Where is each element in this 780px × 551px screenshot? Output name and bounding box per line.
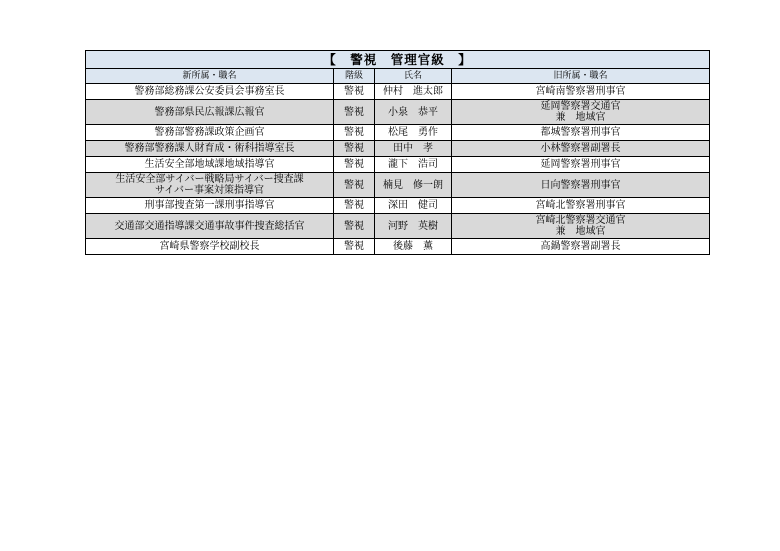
name-cell <box>375 198 452 214</box>
old-post-cell-text: 延岡警察署交通官 兼 地域官 <box>540 101 621 123</box>
new-post-cell-text: 警務部警務課人財育成・術科指導室長 <box>124 143 295 154</box>
rank-cell <box>334 141 375 157</box>
new-post-cell <box>86 239 334 255</box>
new-post-cell <box>86 84 334 100</box>
rank-cell-text: 警視 <box>344 127 364 138</box>
table-row <box>86 157 710 173</box>
name-cell-text: 小泉 恭平 <box>388 106 438 118</box>
new-post-cell-text: 生活安全部地域課地域指導官 <box>144 159 275 170</box>
old-post-cell <box>452 141 710 157</box>
old-post-cell <box>452 100 710 125</box>
rank-cell <box>334 125 375 141</box>
old-post-cell-text: 高鍋警察署副署長 <box>540 241 621 252</box>
table-row <box>86 214 710 239</box>
table-title: 【 警視 管理官級 】 <box>86 51 710 69</box>
rank-cell <box>334 157 375 173</box>
rank-cell <box>334 239 375 255</box>
old-post-cell-text: 宮崎南警察署刑事官 <box>535 86 626 97</box>
table-title-row <box>86 51 710 69</box>
table-row <box>86 173 710 198</box>
new-post-cell-text: 警務部警務課政策企画官 <box>154 127 265 138</box>
rank-cell <box>334 198 375 214</box>
old-post-cell <box>452 239 710 255</box>
rank-cell <box>334 214 375 239</box>
old-post-cell <box>452 84 710 100</box>
rank-cell-text: 警視 <box>344 143 364 154</box>
new-post-cell <box>86 157 334 173</box>
new-post-cell <box>86 125 334 141</box>
name-cell-text: 仲村 進太郎 <box>383 86 443 97</box>
name-cell-text: 深田 健司 <box>388 200 438 211</box>
table-row <box>86 125 710 141</box>
header-new-post: 新所属・職名 <box>86 69 334 84</box>
new-post-cell <box>86 214 334 239</box>
new-post-cell <box>86 141 334 157</box>
old-post-cell-text: 宮崎北警察署刑事官 <box>535 200 626 211</box>
table-row <box>86 84 710 100</box>
rank-cell-text: 警視 <box>344 200 364 211</box>
table-row <box>86 239 710 255</box>
header-row <box>86 69 710 84</box>
rank-cell <box>334 84 375 100</box>
old-post-cell <box>452 173 710 198</box>
name-cell-text: 田中 孝 <box>393 143 433 154</box>
old-post-cell-text: 小林警察署副署長 <box>540 143 621 154</box>
name-cell-text: 楠見 修一朗 <box>383 179 443 191</box>
name-cell-text: 後藤 薫 <box>393 241 433 252</box>
old-post-cell <box>452 198 710 214</box>
header-old-post: 旧所属・職名 <box>452 69 710 84</box>
old-post-cell-text: 宮崎北警察署交通官 兼 地域官 <box>535 215 626 237</box>
old-post-cell-text: 延岡警察署刑事官 <box>540 159 621 170</box>
new-post-cell <box>86 100 334 125</box>
old-post-cell <box>452 157 710 173</box>
name-cell <box>375 214 452 239</box>
old-post-cell-text: 日向警察署刑事官 <box>540 179 621 191</box>
old-post-cell-text: 都城警察署刑事官 <box>540 127 621 138</box>
rank-cell <box>334 173 375 198</box>
name-cell <box>375 84 452 100</box>
new-post-cell <box>86 198 334 214</box>
table-row <box>86 100 710 125</box>
name-cell <box>375 173 452 198</box>
new-post-cell <box>86 173 334 198</box>
name-cell-text: 河野 英樹 <box>388 220 438 232</box>
name-cell-text: 松尾 勇作 <box>388 127 438 138</box>
name-cell <box>375 125 452 141</box>
old-post-cell <box>452 125 710 141</box>
new-post-cell-text: 生活安全部サイバー戦略局サイバー捜査課 サイバー事案対策指導官 <box>115 174 304 196</box>
new-post-cell-text: 警務部総務課公安委員会事務室長 <box>134 86 285 97</box>
rank-cell <box>334 100 375 125</box>
table-row <box>86 198 710 214</box>
name-cell <box>375 239 452 255</box>
name-cell <box>375 100 452 125</box>
new-post-cell-text: 宮崎県警察学校副校長 <box>159 241 260 252</box>
personnel-table <box>85 50 710 255</box>
rank-cell-text: 警視 <box>344 179 364 191</box>
name-cell <box>375 141 452 157</box>
old-post-cell <box>452 214 710 239</box>
rank-cell-text: 警視 <box>344 220 364 232</box>
table-body <box>86 84 710 255</box>
header-rank: 階級 <box>334 69 375 84</box>
new-post-cell-text: 交通部交通指導課交通事故事件捜査総括官 <box>114 220 305 232</box>
new-post-cell-text: 刑事部捜査第一課刑事指導官 <box>144 200 275 211</box>
name-cell <box>375 157 452 173</box>
name-cell-text: 瀧下 浩司 <box>388 159 438 170</box>
new-post-cell-text: 警務部県民広報課広報官 <box>154 106 265 118</box>
rank-cell-text: 警視 <box>344 86 364 97</box>
rank-cell-text: 警視 <box>344 159 364 170</box>
table-row <box>86 141 710 157</box>
header-name: 氏名 <box>375 69 452 84</box>
rank-cell-text: 警視 <box>344 241 364 252</box>
rank-cell-text: 警視 <box>344 106 364 118</box>
